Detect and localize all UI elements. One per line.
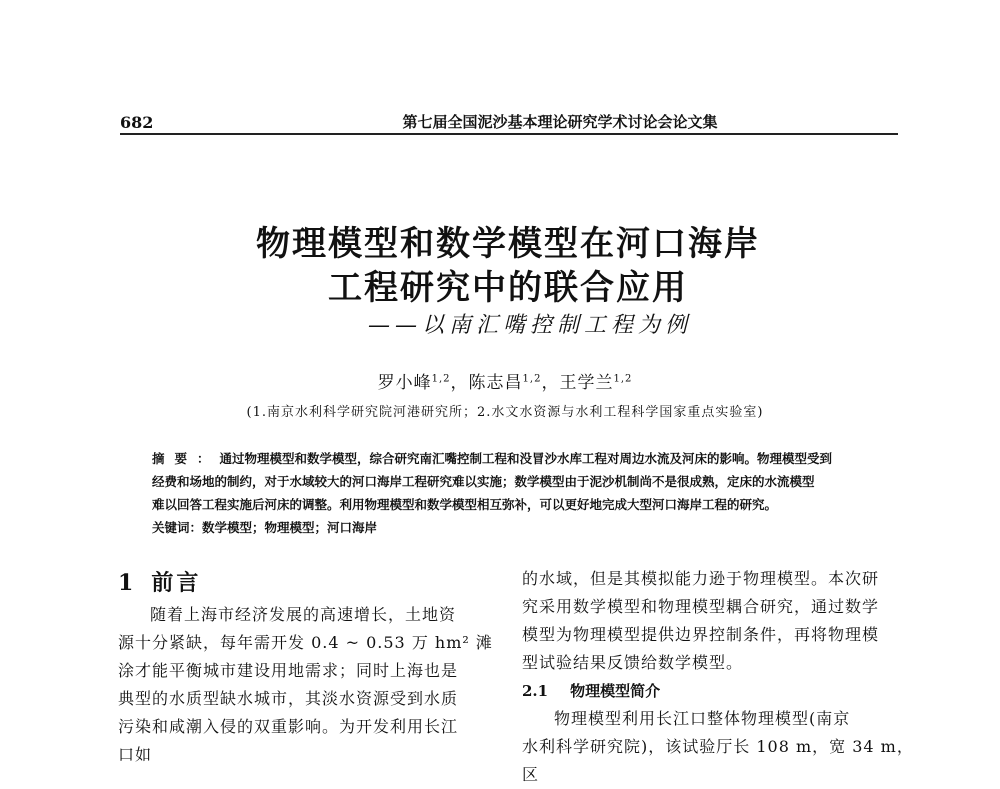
- body-line: 区: [522, 765, 540, 784]
- author-separator: ，: [541, 373, 560, 393]
- abstract: [152, 447, 886, 539]
- running-title: 第七届全国泥沙基本理论研究学术讨论会论文集: [402, 113, 718, 131]
- body-line: 源十分紧缺，每年需开发 0.4 ~ 0.53 万 hm² 滩: [118, 633, 493, 652]
- section-number: 1: [118, 570, 134, 596]
- affiliations: (1.南京水利科学研究院河港研究所；2.水文水资源与水利工程科学国家重点实验室): [246, 405, 764, 420]
- author-3-sup: 1,2: [613, 373, 633, 385]
- body-line: 污染和咸潮入侵的双重影响。为开发利用长江: [118, 717, 459, 736]
- body-line: 型试验结果反馈给数学模型。: [522, 653, 744, 672]
- left-column: [118, 565, 493, 769]
- title-line-2: 工程研究中的联合应用: [328, 268, 688, 308]
- abstract-label: 摘要：: [152, 451, 220, 466]
- author-2-name: 陈志昌: [468, 373, 523, 393]
- body-line: 涂才能平衡城市建设用地需求；同时上海也是: [118, 661, 459, 680]
- title-line-1: 物理模型和数学模型在河口海岸: [256, 224, 760, 264]
- subsection-number: 2.1: [522, 682, 549, 700]
- subsection-heading: [522, 677, 900, 705]
- keywords-line: [152, 516, 886, 539]
- body-line: 的水域，但是其模拟能力逊于物理模型。本次研: [522, 569, 880, 588]
- body-line: 究采用数学模型和物理模型耦合研究，通过数学: [522, 597, 880, 616]
- body-line: 典型的水质型缺水城市，其淡水资源受到水质: [118, 689, 459, 708]
- author-1-sup: 1,2: [431, 373, 451, 385]
- page-number: 682: [120, 113, 154, 132]
- header-rule: [120, 133, 898, 135]
- author-list: [0, 368, 1000, 393]
- abstract-line: 难以回答工程实施后河床的调整。利用物理模型和数学模型相互弥补，可以更好地完成大型河口海岸工程的研究。: [152, 497, 778, 512]
- subsection-title: 物理模型简介: [570, 682, 661, 700]
- author-3-name: 王学兰: [559, 373, 614, 393]
- subtitle: ——以南汇嘴控制工程为例: [368, 313, 693, 338]
- section-title: 前言: [151, 570, 202, 596]
- author-2-sup: 1,2: [522, 373, 542, 385]
- author-1-name: 罗小峰: [377, 373, 432, 393]
- abstract-line: 经费和场地的制约，对于水域较大的河口海岸工程研究难以实施；数学模型由于泥沙机制尚不是很成熟，定床的水流模型: [152, 474, 815, 489]
- author-separator: ，: [450, 373, 469, 393]
- body-line: 水利科学研究院)，该试验厅长 108 m，宽 34 m，: [522, 737, 914, 756]
- section-heading: [118, 565, 493, 601]
- body-line: 口如: [118, 745, 153, 764]
- abstract-line: 摘要：通过物理模型和数学模型，综合研究南汇嘴控制工程和没冒沙水库工程对周边水流及河床的影响。物理模型受到: [152, 451, 833, 466]
- keywords-label: 关键词：: [152, 520, 203, 535]
- right-column: [522, 565, 914, 789]
- body-line: 随着上海市经济发展的高速增长，土地资: [150, 605, 457, 624]
- body-line: 模型为物理模型提供边界控制条件，再将物理模: [522, 625, 880, 644]
- body-line: 物理模型利用长江口整体物理模型(南京: [554, 709, 851, 728]
- keywords: 数学模型；物理模型；河口海岸: [202, 520, 378, 535]
